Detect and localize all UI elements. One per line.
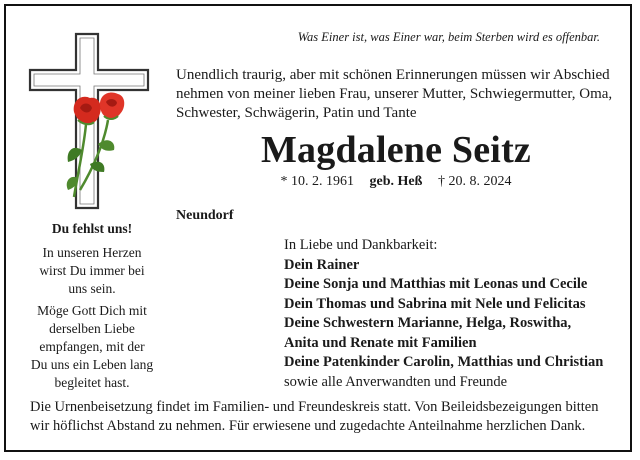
sidebar-verse <box>30 220 154 396</box>
mourner-line: Deine Sonja und Matthias mit Leonas und Cecile <box>284 276 588 292</box>
deceased-name: Magdalene Seitz <box>260 129 531 171</box>
footer-note: Die Urnenbeisetzung findet im Familien- und Freundeskreis statt. Von Beileidsbezeigungen bitten wir höflichst Abstand zu nehmen. Für erwiesene und zugedachte Anteilnahme herzlichen Dank. <box>30 399 599 434</box>
sidebar-verse-1: In unseren Herzen wirst Du immer bei uns sein. <box>39 245 145 296</box>
mourner-line: Anita und Renate mit Familien <box>284 334 477 351</box>
cross-with-roses <box>28 32 158 212</box>
mourner-line: Dein Rainer <box>284 256 360 273</box>
death-date: † 20. 8. 2024 <box>437 174 512 189</box>
motto-quote: Was Einer ist, was Einer war, beim Sterben wird es offenbar. <box>297 30 600 44</box>
sidebar-verse-2: Möge Gott Dich mit derselben Liebe empfangen, mit der Du uns ein Leben lang begleitet hast. <box>30 303 154 390</box>
mourners-list <box>284 236 624 392</box>
mourner-line: Deine Patenkinder Carolin, Matthias und Christian <box>284 354 604 370</box>
maiden-name: geb. Heß <box>369 174 423 189</box>
sidebar-heading: Du fehlst uns! <box>51 221 133 236</box>
place-name: Neundorf <box>176 208 234 223</box>
mourner-line: Dein Thomas und Sabrina mit Nele und Felicitas <box>284 295 586 312</box>
cross-icon <box>28 32 158 212</box>
life-dates <box>176 174 616 190</box>
mourner-line: Deine Schwestern Marianne, Helga, Roswitha, <box>284 315 572 331</box>
birth-date: * 10. 2. 1961 <box>280 174 355 189</box>
intro-text: Unendlich traurig, aber mit schönen Erinnerungen müssen wir Abschied nehmen von meiner lieben Frau, unserer Mutter, Schwiegermutter, Oma, Schwester, Schwägerin, Patin und Tante <box>176 67 613 121</box>
mourners-closing: sowie alle Anverwandten und Freunde <box>284 373 508 390</box>
mourners-intro: In Liebe und Dankbarkeit: <box>284 237 438 253</box>
